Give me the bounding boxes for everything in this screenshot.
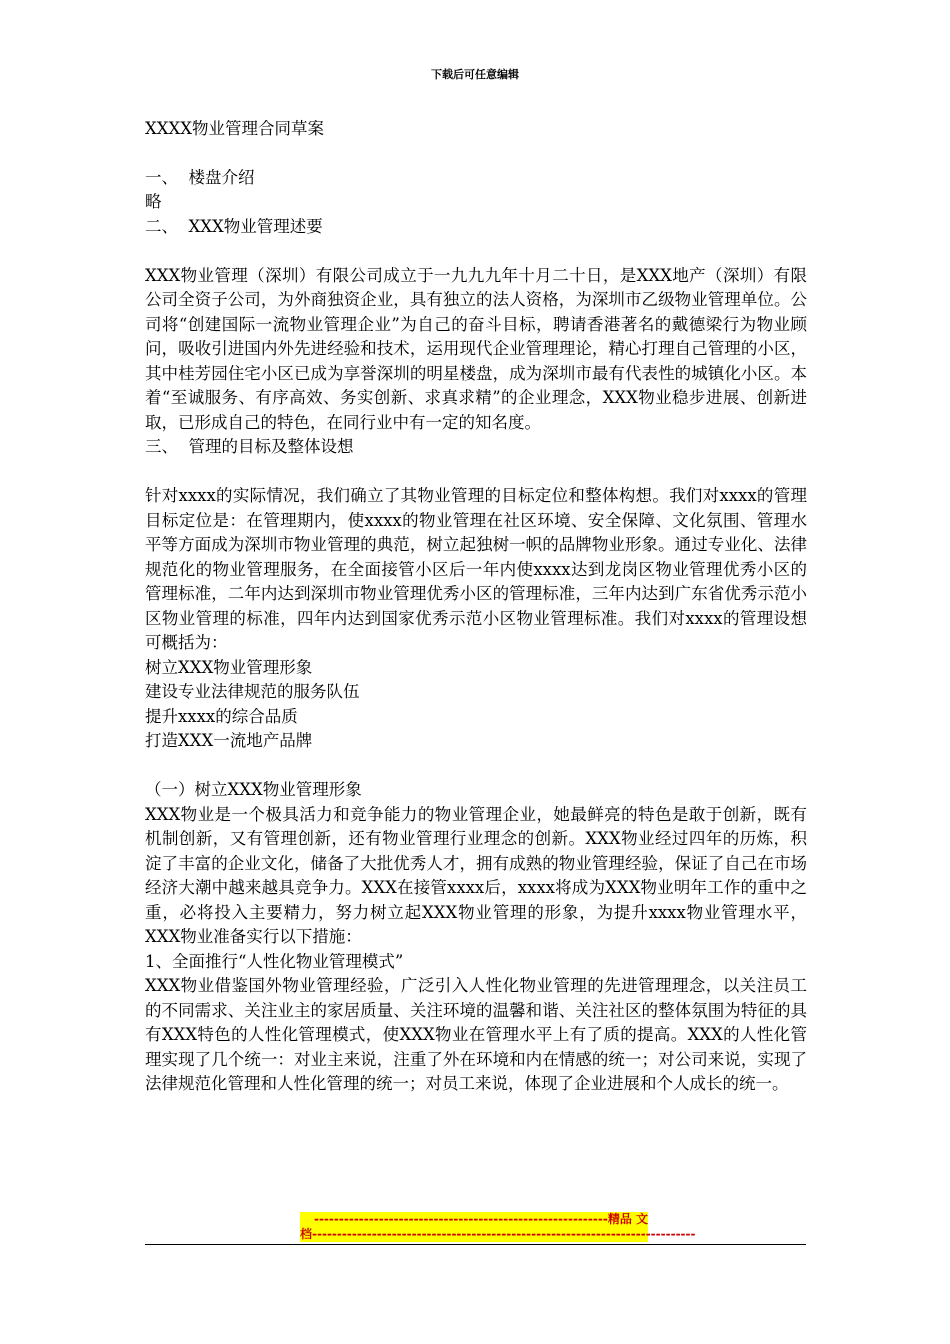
- footer-banner: [300, 1212, 696, 1242]
- goal-item: 提升xxxx的综合品质: [145, 706, 298, 726]
- item-1-heading: 1、全面推行“人性化物业管理模式”: [145, 951, 404, 971]
- goal-item: 打造XXX一流地产品牌: [145, 731, 313, 750]
- section-3-heading: 三、 管理的目标及整体设想: [145, 437, 354, 456]
- document-body: [145, 117, 807, 1097]
- section-1-heading: 一、 楼盘介绍: [145, 167, 255, 187]
- page-header: 下载后可任意编辑: [431, 68, 519, 81]
- footer-line-2: 档-----------------------------------------------------------------------------: [300, 1227, 696, 1241]
- subsection-1-body: XXX物业是一个极具活力和竞争能力的物业管理企业，她最鲜亮的特色是敢于创新，既有机制创新，又有管理创新，还有物业管理行业理念的创新。XXX物业经过四年的历炼，积淀了丰富的企业文化，储备了大批优秀人才，拥有成熟的物业管理经验，保证了自己在市场经济大潮中越来越具竞争力。XXX在接管xxxx后，xxxx将成为XXX物业明年工作的重中之重，必将投入主要精力，努力树立起XXX物业管理的形象，为提升xxxx物业管理水平，XXX物业准备实行以下措施：: [145, 804, 807, 946]
- goal-item: 建设专业法律规范的服务队伍: [145, 682, 360, 701]
- goal-item: 树立XXX物业管理形象: [145, 657, 313, 677]
- item-1-body: XXX物业借鉴国外物业管理经验，广泛引入人性化物业管理的先进管理理念，以关注员工的不同需求、关注业主的家居质量、关注环境的温馨和谐、关注社区的整体氛围为特征的具有XXX特色的人性化管理模式，使XXX物业在管理水平上有了质的提高。XXX的人性化管理实现了几个统一：对业主来说，注重了外在环境和内在情感的统一；对公司来说，实现了法律规范化管理和人性化管理的统一；对员工来说，体现了企业进展和个人成长的统一。: [145, 976, 807, 1093]
- section-2-heading: 二、 XXX物业管理述要: [145, 216, 323, 236]
- section-2-body: XXX物业管理（深圳）有限公司成立于一九九九年十月二十日，是XXX地产（深圳）有限公司全资子公司，为外商独资企业，具有独立的法人资格，为深圳市乙级物业管理单位。公司将“创建国际一流物业管理企业”为自己的奋斗目标，聘请香港著名的戴德梁行为物业顾问，吸收引进国内外先进经验和技术，运用现代企业管理理论，精心打理自己管理的小区，其中桂芳园住宅小区已成为享誉深圳的明星楼盘，成为深圳市最有代表性的城镇化小区。本着“至诚服务、有序高效、务实创新、求真求精”的企业理念，XXX物业稳步进展、创新进取，已形成自己的特色，在同行业中有一定的知名度。: [145, 265, 807, 432]
- subsection-1-heading: （一）树立XXX物业管理形象: [145, 780, 362, 799]
- footer-divider: [145, 1244, 806, 1245]
- section-3-body: 针对xxxx的实际情况，我们确立了其物业管理的目标定位和整体构想。我们对xxxx的管理目标定位是：在管理期内，使xxxx的物业管理在社区环境、安全保障、文化氛围、管理水平等方面成为深圳市物业管理的典范，树立起独树一帜的品牌物业形象。通过专业化、法律规范化的物业管理服务，在全面接管小区后一年内使xxxx达到龙岗区物业管理优秀小区的管理标准，二年内达到深圳市物业管理优秀小区的管理标准，三年内达到广东省优秀示范小区物业管理的标准，四年内达到国家优秀示范小区物业管理标准。我们对xxxx的管理设想可概括为：: [145, 486, 807, 652]
- document-title: XXXX物业管理合同草案: [145, 119, 324, 138]
- section-1-body: 略: [145, 192, 162, 211]
- footer-line-1: -----------------------------------------------------------精品 文: [300, 1212, 648, 1227]
